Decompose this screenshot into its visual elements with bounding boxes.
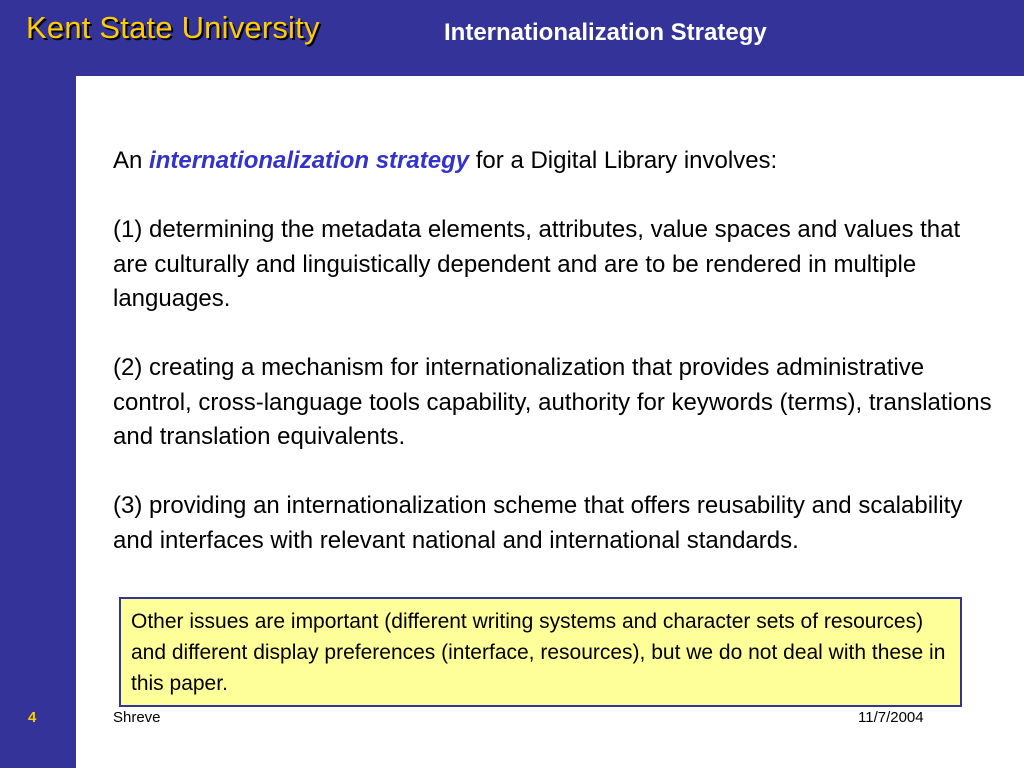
- point-3: (3) providing an internationalization scheme that offers reusability and scalability and interfaces with relevant national and international standards.: [113, 492, 963, 554]
- slide-body: [113, 144, 998, 558]
- intro-emphasis: internationalization strategy: [149, 147, 470, 174]
- point-1: (1) determining the metadata elements, attributes, value spaces and values that are culturally and linguistically dependent and are to be rendered in multiple languages.: [113, 216, 961, 312]
- slide-title: Internationalization Strategy: [444, 19, 767, 46]
- left-sidebar-bar: [0, 0, 76, 768]
- intro-prefix: An: [113, 147, 143, 174]
- footer-author: Shreve: [113, 709, 161, 726]
- intro-paragraph: [113, 144, 998, 179]
- note-box: Other issues are important (different writing systems and character sets of resources) and different display preferences (interface, resources), but we do not deal with these in this paper.: [119, 597, 962, 707]
- intro-suffix: for a Digital Library involves:: [475, 147, 778, 174]
- university-name: Kent State University: [26, 10, 320, 45]
- slide-number: 4: [28, 709, 37, 726]
- point-2: (2) creating a mechanism for internationalization that provides administrative control, cross-language tools capability, authority for keywords (terms), translations and translation equivalents.: [113, 354, 992, 450]
- footer-date: 11/7/2004: [858, 709, 924, 726]
